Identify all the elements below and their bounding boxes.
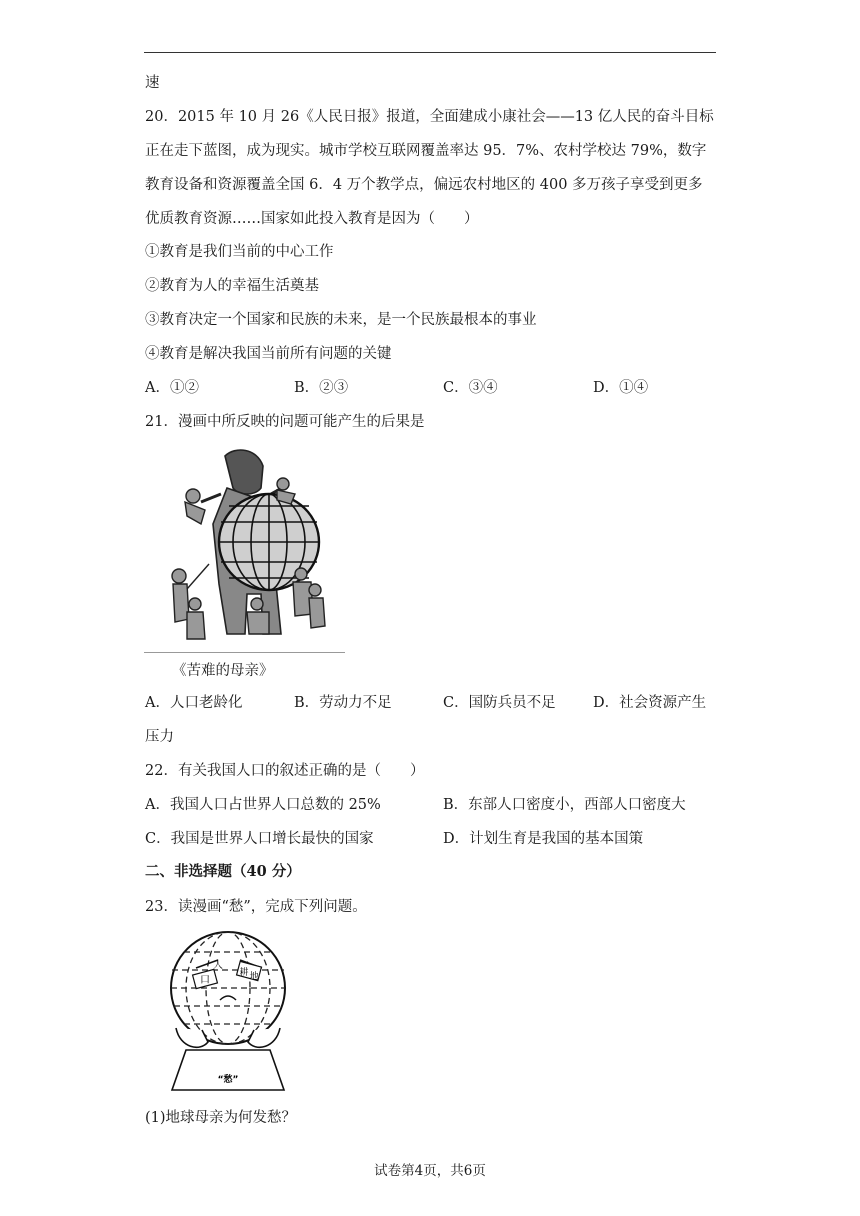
q20-statement-3: ③教育决定一个国家和民族的未来，是一个民族最根本的事业 — [145, 312, 537, 328]
q21-option-b[interactable]: B．劳动力不足 — [294, 695, 392, 711]
q22-stem: 22．有关我国人口的叙述正确的是（ ） — [145, 763, 425, 779]
section-heading: 二、非选择题（40 分） — [145, 863, 301, 880]
q20-option-d[interactable]: D．①④ — [593, 380, 649, 396]
globe-icon — [171, 932, 285, 1044]
q22-option-c[interactable]: C．我国是世界人口增长最快的国家 — [145, 831, 374, 847]
cartoon-label-population: 口 — [200, 975, 210, 986]
q20-stem-line-3: 教育设备和资源覆盖全国 6．4 万个教学点，偏远农村地区的 400 多万孩子享受到更多 — [145, 177, 703, 193]
q20-stem-line-1: 20．2015 年 10 月 26《人民日报》报道，全面建成小康社会——13 亿人民的奋斗目标 — [145, 109, 714, 125]
q20-statement-4: ④教育是解决我国当前所有问题的关键 — [145, 346, 392, 362]
q20-option-a[interactable]: A．①② — [145, 380, 199, 396]
worried-earth-cartoon — [158, 930, 298, 1093]
figure-caption: 《苦难的母亲》 — [172, 663, 274, 679]
q22-option-b[interactable]: B．东部人口密度小，西部人口密度大 — [443, 797, 686, 813]
q21-option-a[interactable]: A．人口老龄化 — [145, 695, 243, 711]
q22-option-d[interactable]: D．计划生育是我国的基本国策 — [443, 831, 644, 847]
q20-stem-line-4: 优质教育资源……国家如此投入教育是因为（ ） — [145, 211, 479, 227]
q20-statement-2: ②教育为人的幸福生活奠基 — [145, 278, 319, 294]
header-rule — [144, 52, 716, 53]
cartoon-label-farmland-1: 耕 — [239, 968, 249, 978]
q21-option-c[interactable]: C．国防兵员不足 — [443, 695, 556, 711]
q23-stem: 23．读漫画“愁”，完成下列问题。 — [145, 899, 367, 915]
q20-statement-1: ①教育是我们当前的中心工作 — [145, 244, 334, 260]
q20-stem-line-2: 正在走下蓝图，成为现实。城市学校互联网覆盖率达 95．7%、农村学校达 79%，数字 — [145, 143, 707, 159]
q22-option-a[interactable]: A．我国人口占世界人口总数的 25% — [145, 797, 381, 813]
cartoon-title: “愁” — [217, 1075, 239, 1085]
page-footer: 试卷第4页，共6页 — [374, 1163, 486, 1179]
carryover-text: 速 — [145, 75, 160, 91]
cartoon-label-farmland-2: 地 — [249, 972, 259, 982]
suffering-mother-cartoon — [165, 444, 335, 649]
q20-option-c[interactable]: C．③④ — [443, 380, 498, 396]
cartoon-label-people: 人 — [213, 960, 223, 971]
q20-option-b[interactable]: B．②③ — [294, 380, 349, 396]
q21-stem: 21．漫画中所反映的问题可能产生的后果是 — [145, 414, 425, 430]
q23-sub-question-1: (1)地球母亲为何发愁？ — [145, 1110, 297, 1126]
q21-option-d[interactable]: D．社会资源产生 — [593, 695, 707, 711]
figure-divider — [144, 652, 345, 653]
q21-option-d-wrap: 压力 — [145, 729, 174, 745]
